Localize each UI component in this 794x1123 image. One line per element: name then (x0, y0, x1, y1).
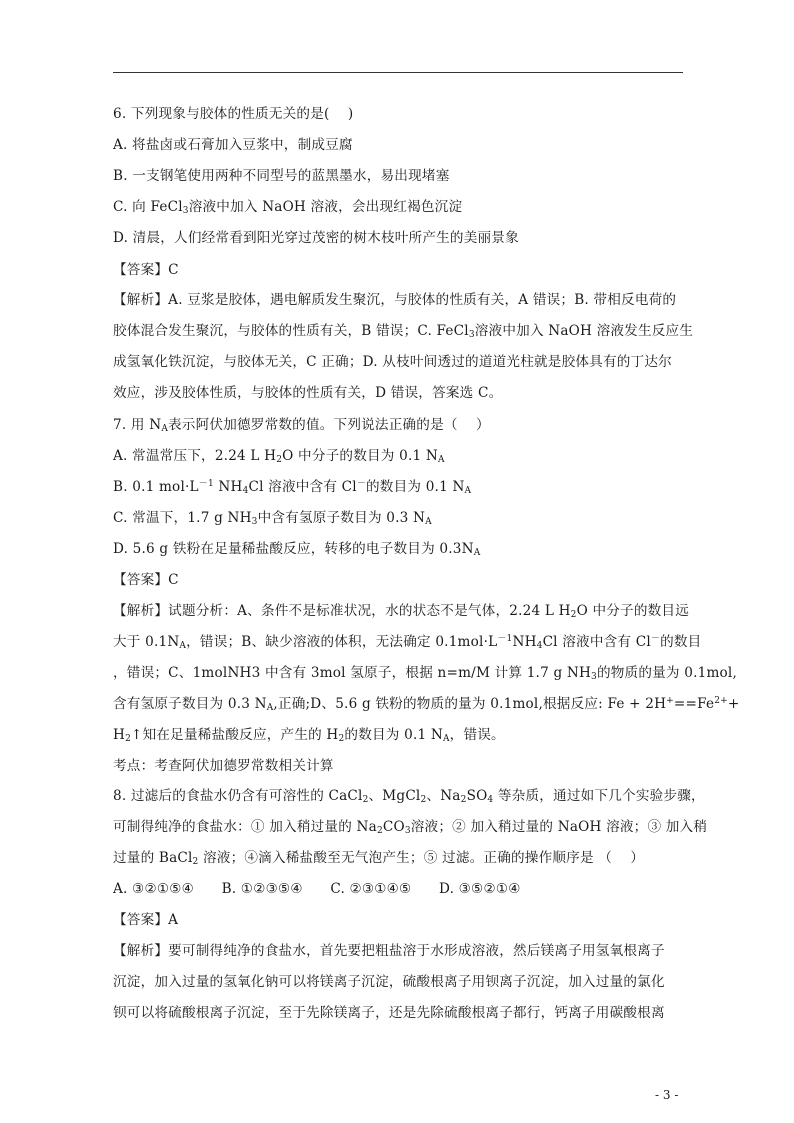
text-run: O 中分子的数目远 (576, 603, 689, 619)
text-run: O 中分子的数目为 0.1 N (282, 448, 438, 464)
text-run: 表示阿伏加德罗常数的值。下列说法正确的是（ ） (168, 417, 490, 433)
header-rule (113, 72, 683, 73)
text-line (113, 663, 737, 683)
text-run: 的物质的量为 0.1mol, (596, 665, 737, 681)
subscript: 2 (192, 857, 199, 867)
text-run: 含有氢原子数目为 0.3 N (113, 696, 267, 712)
text-run: 中含有氢原子数目为 0.3 N (257, 510, 426, 526)
subscript: 4 (487, 795, 494, 805)
text-line (113, 166, 450, 186)
text-run: A. 常温常压下，2.24 L H (113, 448, 277, 464)
text-line (113, 415, 490, 435)
text-run: C. 常温下，1.7 g NH (113, 510, 252, 526)
text-run: 钡可以将硫酸根离子沉淀，至于先除镁离子，还是先除硫酸根离子都行，钙离子用碳酸根离 (113, 1005, 665, 1021)
text-run: NH (213, 479, 243, 495)
text-run: C. 向 FeCl (113, 199, 183, 215)
text-line (113, 290, 676, 310)
text-run: 【解析】试题分析：A、条件不是标准状况，水的状态不是气体，2.24 L H (113, 603, 571, 619)
text-run: 大于 0.1N (113, 634, 180, 650)
text-line (113, 446, 445, 466)
subscript: 3 (182, 206, 189, 216)
text-line (113, 228, 519, 248)
subscript: 3 (468, 330, 475, 340)
subscript: 4 (536, 641, 543, 651)
text-run: A. ③②①⑤④ B. ①②③⑤④ C. ②③①④⑤ D. ③⑤②①④ (113, 881, 521, 897)
text-run: 、Na (426, 788, 461, 804)
text-line (113, 972, 665, 992)
text-line (113, 539, 480, 559)
subscript: 2 (276, 455, 283, 465)
subscript: 2 (460, 795, 467, 805)
text-line (113, 383, 502, 403)
text-line (113, 135, 353, 155)
text-line (113, 725, 505, 745)
text-run: D. 5.6 g 铁粉在足量稀盐酸反应，转移的电子数目为 0.3N (113, 541, 474, 557)
text-line (113, 694, 740, 714)
subscript: 2 (338, 734, 345, 744)
subscript: 3 (251, 517, 258, 527)
text-run: 的数目为 0.1 N (344, 727, 443, 743)
text-line (113, 786, 705, 806)
subscript: 2 (376, 826, 383, 836)
subscript: 2 (570, 610, 577, 620)
subscript: 2 (125, 734, 131, 744)
text-run: 7. 用 N (113, 417, 162, 433)
text-run: H (113, 727, 126, 743)
text-line (113, 477, 471, 497)
page-number: - 3 - (655, 1088, 679, 1102)
text-run: Cl 溶液中含有 Cl (248, 479, 357, 495)
text-run: 的数目 (660, 634, 702, 650)
subscript: A (464, 486, 472, 496)
text-run: 过量的 BaCl (113, 850, 193, 866)
text-run: 溶液中加入 NaOH 溶液，会出现红褐色沉淀 (188, 199, 463, 215)
text-run: 效应，涉及胶体性质，与胶体的性质有关，D 错误，答案选 C。 (113, 385, 503, 401)
text-line (113, 910, 178, 930)
text-run: 【答案】C (113, 572, 179, 588)
text-run: 【答案】C (113, 262, 179, 278)
text-run: + (727, 696, 740, 712)
subscript: A (161, 424, 169, 434)
superscript: －1 (497, 634, 513, 644)
text-run: 【解析】要可制得纯净的食盐水，首先要把粗盐溶于水形成溶液，然后镁离子用氢氧根离子 (113, 943, 665, 959)
text-run: 【答案】A (113, 912, 179, 928)
text-run: 考点：考查阿伏加德罗常数相关计算 (113, 758, 334, 774)
text-line (113, 632, 701, 652)
subscript: 2 (420, 795, 427, 805)
superscript: －1 (198, 479, 214, 489)
text-run: B. 0.1 mol·L (113, 479, 199, 495)
text-run: 等杂质，通过如下几个实验步骤， (493, 788, 705, 804)
text-line (113, 321, 693, 341)
text-run: 【解析】A. 豆浆是胶体，遇电解质发生聚沉，与胶体的性质有关，A 错误；B. 带相反电荷的 (113, 292, 677, 308)
text-run: B. 一支钢笔使用两种不同型号的蓝黑墨水，易出现堵塞 (113, 168, 450, 184)
text-line (113, 756, 334, 776)
subscript: A (266, 703, 274, 713)
text-run: 胶体混合发生聚沉，与胶体的性质有关，B 错误；C. FeCl (113, 323, 469, 339)
text-line (113, 1003, 665, 1023)
text-line (113, 508, 432, 528)
text-run: Cl 溶液中含有 Cl (542, 634, 651, 650)
text-run: ，错误。 (449, 727, 505, 743)
text-line (113, 570, 179, 590)
subscript: 2 (362, 795, 369, 805)
text-run: ==Fe (673, 696, 715, 712)
superscript: 2+ (714, 696, 728, 706)
text-line (113, 197, 462, 217)
text-run: ↑知在足量稀盐酸反应，产生的 H (131, 727, 339, 743)
subscript: 3 (404, 826, 411, 836)
superscript: － (650, 634, 661, 644)
subscript: A (437, 455, 445, 465)
text-line (113, 848, 644, 868)
text-run: 可制得纯净的食盐水：① 加入稍过量的 Na (113, 819, 377, 835)
text-line (113, 941, 665, 961)
text-run: ,正确;D、5.6 g 铁粉的物质的量为 0.1mol,根据反应: Fe + 2H (273, 696, 667, 712)
text-run: 成氢氧化铁沉淀，与胶体无关，C 正确；D. 从枝叶间透过的道道光柱就是胶体具有的丁达尔 (113, 354, 672, 370)
text-line (113, 104, 353, 124)
subscript: 3 (591, 672, 597, 682)
text-run: CO (382, 819, 405, 835)
text-run: 溶液；② 加入稍过量的 NaOH 溶液；③ 加入稍 (410, 819, 708, 835)
superscript: + (666, 696, 674, 706)
text-run: NH (512, 634, 537, 650)
superscript: － (356, 479, 367, 489)
subscript: A (425, 517, 432, 527)
text-line (113, 260, 179, 280)
text-run: 的数目为 0.1 N (366, 479, 465, 495)
text-run: SO (466, 788, 488, 804)
subscript: A (179, 641, 187, 651)
subscript: A (473, 548, 481, 558)
text-run: D. 清晨，人们经常看到阳光穿过茂密的树木枝叶所产生的美丽景象 (113, 230, 519, 246)
subscript: 4 (242, 486, 249, 496)
text-line (113, 352, 672, 372)
text-line (113, 879, 521, 899)
text-line (113, 601, 689, 621)
text-run: 6. 下列现象与胶体的性质无关的是( ) (113, 106, 354, 122)
subscript: A (442, 734, 450, 744)
text-run: 溶液；④滴入稀盐酸至无气泡产生；⑤ 过滤。正确的操作顺序是 （ ） (198, 850, 645, 866)
text-run: 8. 过滤后的食盐水仍含有可溶性的 CaCl (113, 788, 363, 804)
text-run: 溶液中加入 NaOH 溶液发生反应生 (474, 323, 694, 339)
text-run: 沉淀，加入过量的氢氧化钠可以将镁离子沉淀，硫酸根离子用钡离子沉淀，加入过量的氯化 (113, 974, 665, 990)
text-run: 、MgCl (368, 788, 421, 804)
text-run: A. 将盐卤或石膏加入豆浆中，制成豆腐 (113, 137, 353, 153)
text-line (113, 817, 707, 837)
text-run: ，错误；B、缺少溶液的体积，无法确定 0.1mol·L (186, 634, 498, 650)
text-run: ，错误；C、1molNH3 中含有 3mol 氢原子，根据 n=m/M 计算 1.7 g NH (113, 665, 592, 681)
